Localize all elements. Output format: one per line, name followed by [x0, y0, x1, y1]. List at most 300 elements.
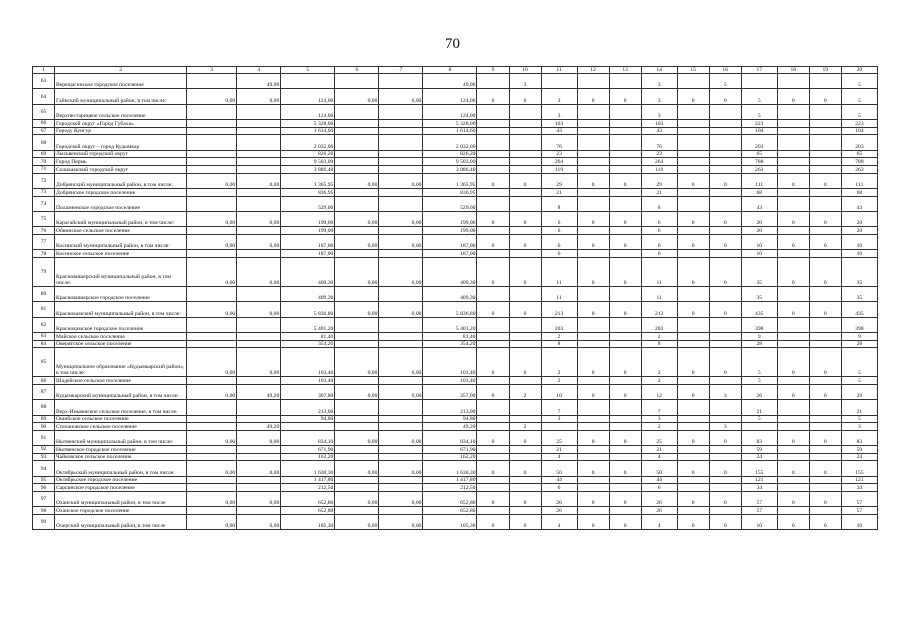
table-row — [33, 158, 878, 166]
value-cell — [187, 476, 237, 484]
value-cell: 3 886,40 — [423, 165, 477, 173]
value-cell: 0,00 — [379, 302, 423, 317]
value-cell — [809, 415, 841, 423]
municipality-name: Муниципальное образование «Кудымкарский район», в том числе: — [55, 348, 187, 377]
row-number: 65 — [33, 104, 55, 119]
value-cell: 0 — [577, 491, 609, 506]
value-cell: 529,00 — [423, 196, 477, 211]
value-cell: 1 630,30 — [281, 461, 335, 476]
value-cell: 111 — [841, 173, 877, 188]
value-cell — [541, 74, 577, 89]
value-cell — [379, 453, 423, 461]
value-cell — [477, 150, 509, 158]
value-cell — [677, 250, 709, 258]
value-cell — [577, 250, 609, 258]
value-cell: 0 — [677, 384, 709, 399]
value-cell — [777, 286, 809, 301]
value-cell — [677, 415, 709, 423]
value-cell — [237, 317, 281, 332]
value-cell — [477, 158, 509, 166]
value-cell — [709, 188, 741, 196]
row-number: 82 — [33, 317, 55, 332]
value-cell — [609, 120, 641, 128]
value-cell: 103,40 — [281, 348, 335, 377]
value-cell: 0 — [809, 89, 841, 104]
value-cell: 0,00 — [187, 302, 237, 317]
value-cell: 0 — [709, 234, 741, 249]
value-cell — [809, 188, 841, 196]
value-cell: 65 — [741, 150, 777, 158]
value-cell: 8 — [641, 196, 677, 211]
value-cell — [237, 286, 281, 301]
value-cell: 2 032,00 — [281, 135, 335, 150]
row-number: 95 — [33, 476, 55, 484]
value-cell: 0 — [577, 173, 609, 188]
value-cell — [777, 227, 809, 235]
value-cell: 652,80 — [281, 507, 335, 515]
value-cell — [379, 165, 423, 173]
value-cell: 0 — [709, 491, 741, 506]
value-cell — [509, 400, 541, 415]
value-cell: 0 — [577, 461, 609, 476]
value-cell — [335, 250, 379, 258]
value-cell — [609, 188, 641, 196]
value-cell: 0 — [609, 211, 641, 226]
value-cell — [379, 507, 423, 515]
table-row — [33, 430, 878, 445]
value-cell: 44 — [541, 476, 577, 484]
value-cell — [809, 127, 841, 135]
value-cell — [187, 400, 237, 415]
value-cell: 307,80 — [281, 384, 335, 399]
value-cell: 5 — [741, 415, 777, 423]
value-cell: 3 — [709, 384, 741, 399]
value-cell — [609, 104, 641, 119]
value-cell — [577, 484, 609, 492]
value-cell: 398 — [741, 317, 777, 332]
value-cell: 0,00 — [237, 491, 281, 506]
value-cell: 3 — [641, 89, 677, 104]
value-cell — [509, 377, 541, 385]
value-cell — [577, 227, 609, 235]
value-cell: 0 — [709, 173, 741, 188]
value-cell: 0 — [809, 348, 841, 377]
value-cell: 0,00 — [237, 234, 281, 249]
value-cell — [509, 120, 541, 128]
value-cell: 0,00 — [335, 491, 379, 506]
value-cell: 0,00 — [237, 211, 281, 226]
row-number: 77 — [33, 234, 55, 249]
value-cell — [335, 127, 379, 135]
value-cell: 6 — [641, 227, 677, 235]
value-cell — [509, 446, 541, 454]
value-cell: 0 — [477, 384, 509, 399]
value-cell: 83 — [741, 430, 777, 445]
value-cell: 3 — [641, 415, 677, 423]
value-cell — [677, 150, 709, 158]
value-cell — [335, 423, 379, 431]
value-cell: 119 — [541, 165, 577, 173]
value-cell: 409,30 — [423, 286, 477, 301]
value-cell — [379, 104, 423, 119]
value-cell — [577, 317, 609, 332]
value-cell: 0 — [777, 89, 809, 104]
row-number: 78 — [33, 250, 55, 258]
value-cell — [477, 104, 509, 119]
value-cell — [477, 188, 509, 196]
value-cell — [379, 446, 423, 454]
value-cell — [237, 400, 281, 415]
value-cell: 199,00 — [281, 211, 335, 226]
value-cell — [777, 135, 809, 150]
value-cell: 57 — [741, 491, 777, 506]
value-cell — [809, 165, 841, 173]
value-cell — [709, 507, 741, 515]
value-cell: 435 — [741, 302, 777, 317]
value-cell: 10 — [741, 250, 777, 258]
value-cell: 5 — [741, 348, 777, 377]
value-cell: 3 — [841, 423, 877, 431]
value-cell — [677, 188, 709, 196]
value-cell: 3 — [541, 89, 577, 104]
value-cell: 124,00 — [423, 104, 477, 119]
value-cell — [677, 165, 709, 173]
municipality-name: Добрянское городское поселение — [55, 188, 187, 196]
column-number: 9 — [477, 67, 509, 74]
value-cell — [379, 484, 423, 492]
value-cell — [335, 476, 379, 484]
value-cell: 263 — [741, 165, 777, 173]
value-cell — [477, 135, 509, 150]
value-cell: 3 — [641, 104, 677, 119]
value-cell — [237, 453, 281, 461]
value-cell: 0,00 — [237, 430, 281, 445]
value-cell — [709, 415, 741, 423]
value-cell: 1 614,60 — [423, 127, 477, 135]
value-cell: 0 — [677, 89, 709, 104]
value-cell: 162,20 — [423, 453, 477, 461]
row-number: 81 — [33, 302, 55, 317]
value-cell: 43 — [741, 196, 777, 211]
value-cell — [187, 484, 237, 492]
value-cell — [335, 340, 379, 348]
value-cell — [237, 135, 281, 150]
value-cell — [741, 74, 777, 89]
value-cell — [709, 196, 741, 211]
value-cell — [187, 196, 237, 211]
value-cell: 0,00 — [187, 514, 237, 529]
value-cell — [477, 415, 509, 423]
value-cell: 0 — [777, 348, 809, 377]
value-cell — [509, 507, 541, 515]
value-cell — [777, 453, 809, 461]
value-cell: 212,50 — [423, 484, 477, 492]
column-number-row — [33, 67, 878, 74]
value-cell: 0 — [609, 89, 641, 104]
table-row — [33, 250, 878, 258]
value-cell — [777, 333, 809, 341]
value-cell: 105,30 — [281, 514, 335, 529]
row-number: 71 — [33, 165, 55, 173]
value-cell: 121 — [741, 476, 777, 484]
value-cell: 21 — [841, 400, 877, 415]
municipality-name: Чайковское сельское поселение — [55, 453, 187, 461]
value-cell — [509, 340, 541, 348]
value-cell: 9 503,09 — [281, 158, 335, 166]
value-cell: 1 365,95 — [423, 173, 477, 188]
value-cell — [609, 286, 641, 301]
value-cell — [777, 484, 809, 492]
value-cell — [709, 120, 741, 128]
column-number: 17 — [741, 67, 777, 74]
value-cell: 203 — [541, 317, 577, 332]
value-cell — [187, 188, 237, 196]
column-number: 5 — [281, 67, 335, 74]
value-cell: 6 — [641, 234, 677, 249]
value-cell: 0,00 — [335, 461, 379, 476]
value-cell — [237, 377, 281, 385]
value-cell: 21 — [541, 446, 577, 454]
value-cell — [777, 507, 809, 515]
column-number: 20 — [841, 67, 877, 74]
value-cell — [677, 377, 709, 385]
value-cell — [609, 333, 641, 341]
value-cell: 0 — [609, 514, 641, 529]
value-cell: 10 — [841, 234, 877, 249]
value-cell: 0 — [477, 514, 509, 529]
value-cell — [477, 507, 509, 515]
value-cell — [677, 476, 709, 484]
table-row — [33, 317, 878, 332]
value-cell — [777, 423, 809, 431]
value-cell: 11 — [541, 257, 577, 286]
value-cell: 0 — [477, 430, 509, 445]
value-cell: 0,00 — [335, 430, 379, 445]
value-cell — [477, 400, 509, 415]
value-cell: 0 — [677, 491, 709, 506]
value-cell — [379, 476, 423, 484]
value-cell — [541, 423, 577, 431]
value-cell: 357,00 — [423, 384, 477, 399]
value-cell: 0 — [677, 461, 709, 476]
value-cell: 25 — [541, 430, 577, 445]
value-cell: 121 — [841, 476, 877, 484]
value-cell — [777, 188, 809, 196]
value-cell: 103 — [641, 120, 677, 128]
value-cell — [477, 317, 509, 332]
value-cell — [335, 415, 379, 423]
value-cell: 834,10 — [281, 430, 335, 445]
value-cell: 6 — [541, 234, 577, 249]
value-cell: 103 — [541, 120, 577, 128]
value-cell: 26 — [541, 507, 577, 515]
value-cell — [237, 446, 281, 454]
value-cell: 0,00 — [335, 211, 379, 226]
value-cell: 213 — [541, 302, 577, 317]
value-cell: 103,40 — [281, 377, 335, 385]
municipality-name: Краснокамское городское поселение — [55, 317, 187, 332]
municipality-name: Городской округ «Город Губаха» — [55, 120, 187, 128]
value-cell: 0 — [677, 211, 709, 226]
row-number: 67 — [33, 127, 55, 135]
table-row — [33, 491, 878, 506]
value-cell — [809, 135, 841, 150]
value-cell: 0 — [609, 491, 641, 506]
table-row — [33, 135, 878, 150]
value-cell — [609, 446, 641, 454]
value-cell: 0,00 — [335, 234, 379, 249]
table-row — [33, 348, 878, 377]
municipality-name: Косинский муниципальный район, в том числе: — [55, 234, 187, 249]
value-cell: 0 — [577, 234, 609, 249]
value-cell — [577, 400, 609, 415]
value-cell — [709, 250, 741, 258]
value-cell: 0 — [777, 384, 809, 399]
value-cell — [609, 227, 641, 235]
value-cell — [379, 250, 423, 258]
value-cell — [577, 377, 609, 385]
value-cell: 0,00 — [237, 348, 281, 377]
value-cell: 0 — [477, 234, 509, 249]
column-number: 12 — [577, 67, 609, 74]
value-cell: 213,00 — [281, 400, 335, 415]
column-number: 13 — [609, 67, 641, 74]
value-cell — [741, 423, 777, 431]
value-cell: 5 — [741, 89, 777, 104]
column-number: 8 — [423, 67, 477, 74]
value-cell: 0 — [677, 173, 709, 188]
municipality-name: Майское сельское поселение — [55, 333, 187, 341]
value-cell: 5 — [741, 377, 777, 385]
value-cell: 4 — [641, 514, 677, 529]
value-cell: 35 — [741, 257, 777, 286]
value-cell: 50 — [641, 461, 677, 476]
value-cell — [379, 423, 423, 431]
value-cell: 0,00 — [187, 257, 237, 286]
value-cell — [777, 446, 809, 454]
value-cell — [577, 333, 609, 341]
value-cell — [187, 317, 237, 332]
value-cell: 21 — [741, 400, 777, 415]
value-cell: 1 417,80 — [423, 476, 477, 484]
municipality-name: Верх-Иньвенское сельское поселение, в том числе: — [55, 400, 187, 415]
value-cell: 409,30 — [281, 286, 335, 301]
value-cell — [709, 317, 741, 332]
value-cell: 43 — [841, 196, 877, 211]
table-row — [33, 484, 878, 492]
value-cell — [477, 196, 509, 211]
value-cell: 6 — [541, 484, 577, 492]
value-cell — [379, 286, 423, 301]
value-cell: 34 — [741, 484, 777, 492]
value-cell: 0 — [809, 461, 841, 476]
municipality-name: Оханское городское поселение — [55, 507, 187, 515]
value-cell — [237, 120, 281, 128]
value-cell: 0,00 — [237, 257, 281, 286]
value-cell: 0,00 — [379, 257, 423, 286]
value-cell — [335, 227, 379, 235]
column-number: 3 — [187, 67, 237, 74]
row-number: 76 — [33, 227, 55, 235]
value-cell: 529,00 — [281, 196, 335, 211]
value-cell — [379, 415, 423, 423]
value-cell: 0,00 — [335, 514, 379, 529]
value-cell: 155 — [741, 461, 777, 476]
column-number: 2 — [55, 67, 187, 74]
value-cell: 199,00 — [281, 227, 335, 235]
value-cell — [777, 340, 809, 348]
row-number: 68 — [33, 135, 55, 150]
value-cell: 354,20 — [281, 340, 335, 348]
value-cell — [335, 453, 379, 461]
value-cell: 0 — [809, 257, 841, 286]
value-cell — [777, 400, 809, 415]
value-cell — [187, 104, 237, 119]
value-cell — [777, 377, 809, 385]
value-cell: 0 — [809, 173, 841, 188]
value-cell — [509, 250, 541, 258]
municipality-name: Очерский муниципальный район, в том числе — [55, 514, 187, 529]
value-cell: 94,80 — [423, 415, 477, 423]
value-cell — [237, 333, 281, 341]
value-cell: 103,40 — [423, 377, 477, 385]
value-cell — [609, 135, 641, 150]
value-cell: 212,50 — [281, 484, 335, 492]
value-cell: 0 — [677, 234, 709, 249]
value-cell — [477, 423, 509, 431]
value-cell: 0 — [609, 348, 641, 377]
value-cell: 0 — [777, 173, 809, 188]
municipality-name: Полазненское городское поселение — [55, 196, 187, 211]
value-cell — [509, 135, 541, 150]
value-cell: 0,00 — [379, 514, 423, 529]
municipality-name: Нытвенский муниципальный район, в том числе: — [55, 430, 187, 445]
value-cell — [709, 400, 741, 415]
table-row — [33, 120, 878, 128]
value-cell — [509, 104, 541, 119]
value-cell: 20 — [741, 211, 777, 226]
value-cell: 0 — [677, 514, 709, 529]
value-cell — [335, 377, 379, 385]
value-cell: 0 — [477, 461, 509, 476]
row-number: 75 — [33, 211, 55, 226]
value-cell — [677, 74, 709, 89]
value-cell: 0 — [809, 211, 841, 226]
value-cell — [335, 135, 379, 150]
value-cell — [809, 196, 841, 211]
row-number: 79 — [33, 257, 55, 286]
value-cell — [709, 227, 741, 235]
value-cell — [777, 165, 809, 173]
value-cell — [187, 120, 237, 128]
value-cell: 105,30 — [423, 514, 477, 529]
value-cell: 0 — [809, 234, 841, 249]
value-cell — [509, 286, 541, 301]
value-cell — [335, 507, 379, 515]
value-cell: 21 — [641, 446, 677, 454]
row-number: 66 — [33, 120, 55, 128]
value-cell: 162,20 — [281, 453, 335, 461]
value-cell: 5 — [841, 415, 877, 423]
value-cell — [187, 127, 237, 135]
value-cell — [809, 74, 841, 89]
row-number: 69 — [33, 150, 55, 158]
value-cell — [577, 423, 609, 431]
value-cell: 21 — [541, 188, 577, 196]
value-cell — [509, 484, 541, 492]
table-row — [33, 127, 878, 135]
column-number: 10 — [509, 67, 541, 74]
